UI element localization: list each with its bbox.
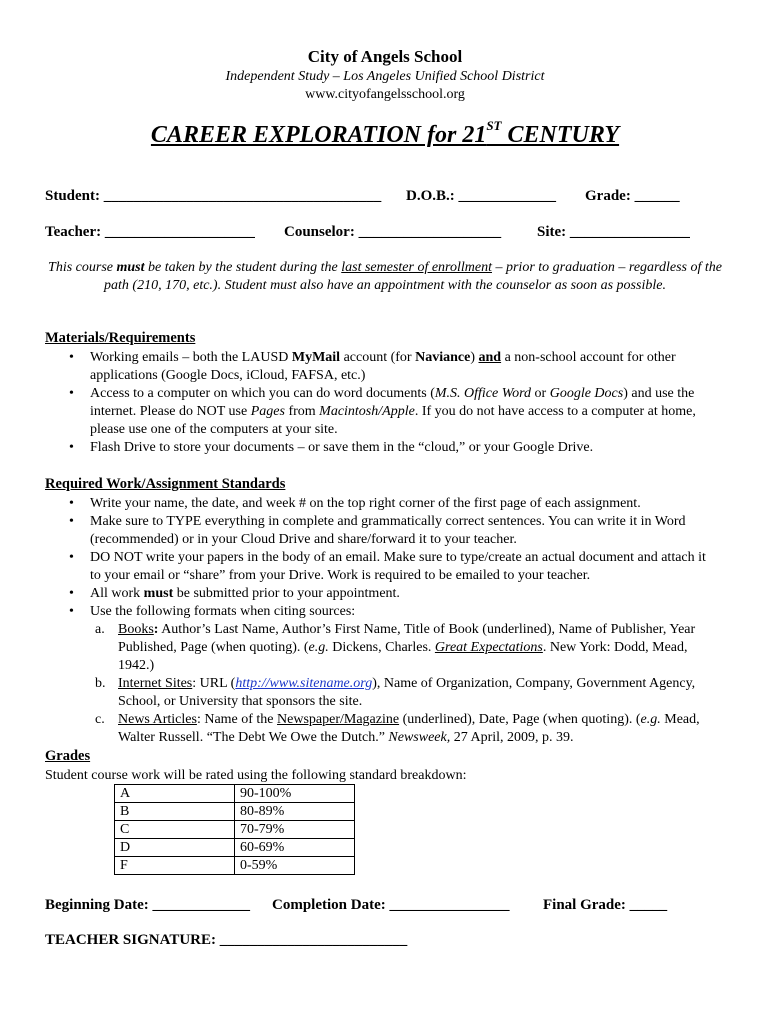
standards-list bbox=[45, 495, 710, 747]
final-grade-field[interactable]: Final Grade: _____ bbox=[543, 897, 668, 913]
beginning-date-field[interactable]: Beginning Date: _____________ bbox=[45, 897, 251, 913]
materials-list bbox=[45, 349, 705, 457]
citation-books: a. Books: Author’s Last Name, Author’s First Name, Title of Book (underlined), Name of Publisher, Year Published, Page (when quoting). (e.g. Dickens, Charles. Great Expectations. New York: Dodd, Mead, 1942.) bbox=[95, 622, 696, 673]
citation-news: c. News Articles: Name of the Newspaper/Magazine (underlined), Date, Page (when quoting). (e.g. Mead, Walter Russell. “The Debt We Owe the Dutch.” Newsweek, 27 April, 2009, p. 39. bbox=[95, 712, 700, 745]
school-url: www.cityofangelsschool.org bbox=[305, 87, 465, 102]
teacher-signature-field[interactable]: TEACHER SIGNATURE: _________________________ bbox=[45, 932, 408, 948]
materials-heading: Materials/Requirements bbox=[45, 330, 196, 346]
example-link[interactable]: http://www.sitename.org bbox=[235, 676, 373, 691]
school-name: City of Angels School bbox=[307, 47, 463, 66]
teacher-field[interactable]: Teacher: ____________________ bbox=[45, 224, 255, 240]
page-title: CAREER EXPLORATION for 21ST CENTURY bbox=[150, 118, 620, 148]
table-row: F 0-59% bbox=[115, 857, 355, 875]
dob-field[interactable]: D.O.B.: _____________ bbox=[406, 188, 556, 204]
grades-table bbox=[114, 784, 355, 875]
list-item: • Write your name, the date, and week # on the top right corner of the first page of each assignment. bbox=[69, 496, 641, 511]
table-row: A 90-100% bbox=[115, 785, 355, 803]
table-row: B 80-89% bbox=[115, 803, 355, 821]
list-item: • DO NOT write your papers in the body of an email. Make sure to type/create an actual document and attach it to your email or “share” from your Drive. Work is required to be emailed to your teacher. bbox=[69, 550, 706, 583]
completion-date-field[interactable]: Completion Date: ________________ bbox=[272, 897, 510, 913]
list-item: • Working emails – both the LAUSD MyMail account (for Naviance) and a non-school account for other applications (Google Docs, iCloud, FAFSA, etc.) bbox=[69, 350, 676, 383]
counselor-field[interactable]: Counselor: ___________________ bbox=[284, 224, 502, 240]
grades-intro: Student course work will be rated using the following standard breakdown: bbox=[45, 768, 467, 783]
student-field[interactable]: Student: _____________________________________ bbox=[45, 188, 382, 204]
list-item: • Use the following formats when citing sources: a. Books: Author’s Last Name, Author’s First Name, Title of Book (underlined), Name of Publisher, Year Published, Page (when quoting). (e.g. Dickens, Charles. Great Expectations. New York: Dodd, Mead, 1942.) b. Internet Sites: URL (http://www.sitename.org), Name of Organization, Company, Government Agency, School, or University that sponsors the site. c. News Articles: Name of the Newspaper/Magazine (underlined), Date, Page (when quoting). (e.g. Mead, Walter Russell. “The Debt We Owe the Dutch.” Newsweek, 27 April, 2009, p. 39. bbox=[45, 603, 710, 747]
list-item: • Flash Drive to store your documents – or save them in the “cloud,” or your Google Drive. bbox=[69, 440, 594, 455]
grade-field[interactable]: Grade: ______ bbox=[585, 188, 680, 204]
table-row: C 70-79% bbox=[115, 821, 355, 839]
citation-formats bbox=[90, 621, 710, 747]
standards-heading: Required Work/Assignment Standards bbox=[45, 476, 286, 492]
table-row: D 60-69% bbox=[115, 839, 355, 857]
list-item: • All work must be submitted prior to your appointment. bbox=[69, 586, 400, 601]
list-item: • Access to a computer on which you can do word documents (M.S. Office Word or Google Docs) and use the internet. Please do NOT use Pages from Macintosh/Apple. If you do not have access to a computer at home, please use one of the computers at your site. bbox=[69, 386, 696, 437]
enrollment-notice: This course must be taken by the student during the last semester of enrollment – prior to graduation – regardless of the path (210, 170, etc.). Student must also have an appointment with the counselor as soon as possible. bbox=[48, 260, 722, 293]
school-subtitle: Independent Study – Los Angeles Unified School District bbox=[225, 69, 545, 84]
site-field[interactable]: Site: ________________ bbox=[537, 224, 690, 240]
list-item: • Make sure to TYPE everything in complete and grammatically correct sentences. You can write it in Word (recommended) or in your Cloud Drive and share/forward it to your teacher. bbox=[69, 514, 686, 547]
grades-heading: Grades bbox=[45, 748, 91, 764]
citation-internet: b. Internet Sites: URL (http://www.sitename.org), Name of Organization, Company, Government Agency, School, or University that sponsors the site. bbox=[95, 676, 696, 709]
